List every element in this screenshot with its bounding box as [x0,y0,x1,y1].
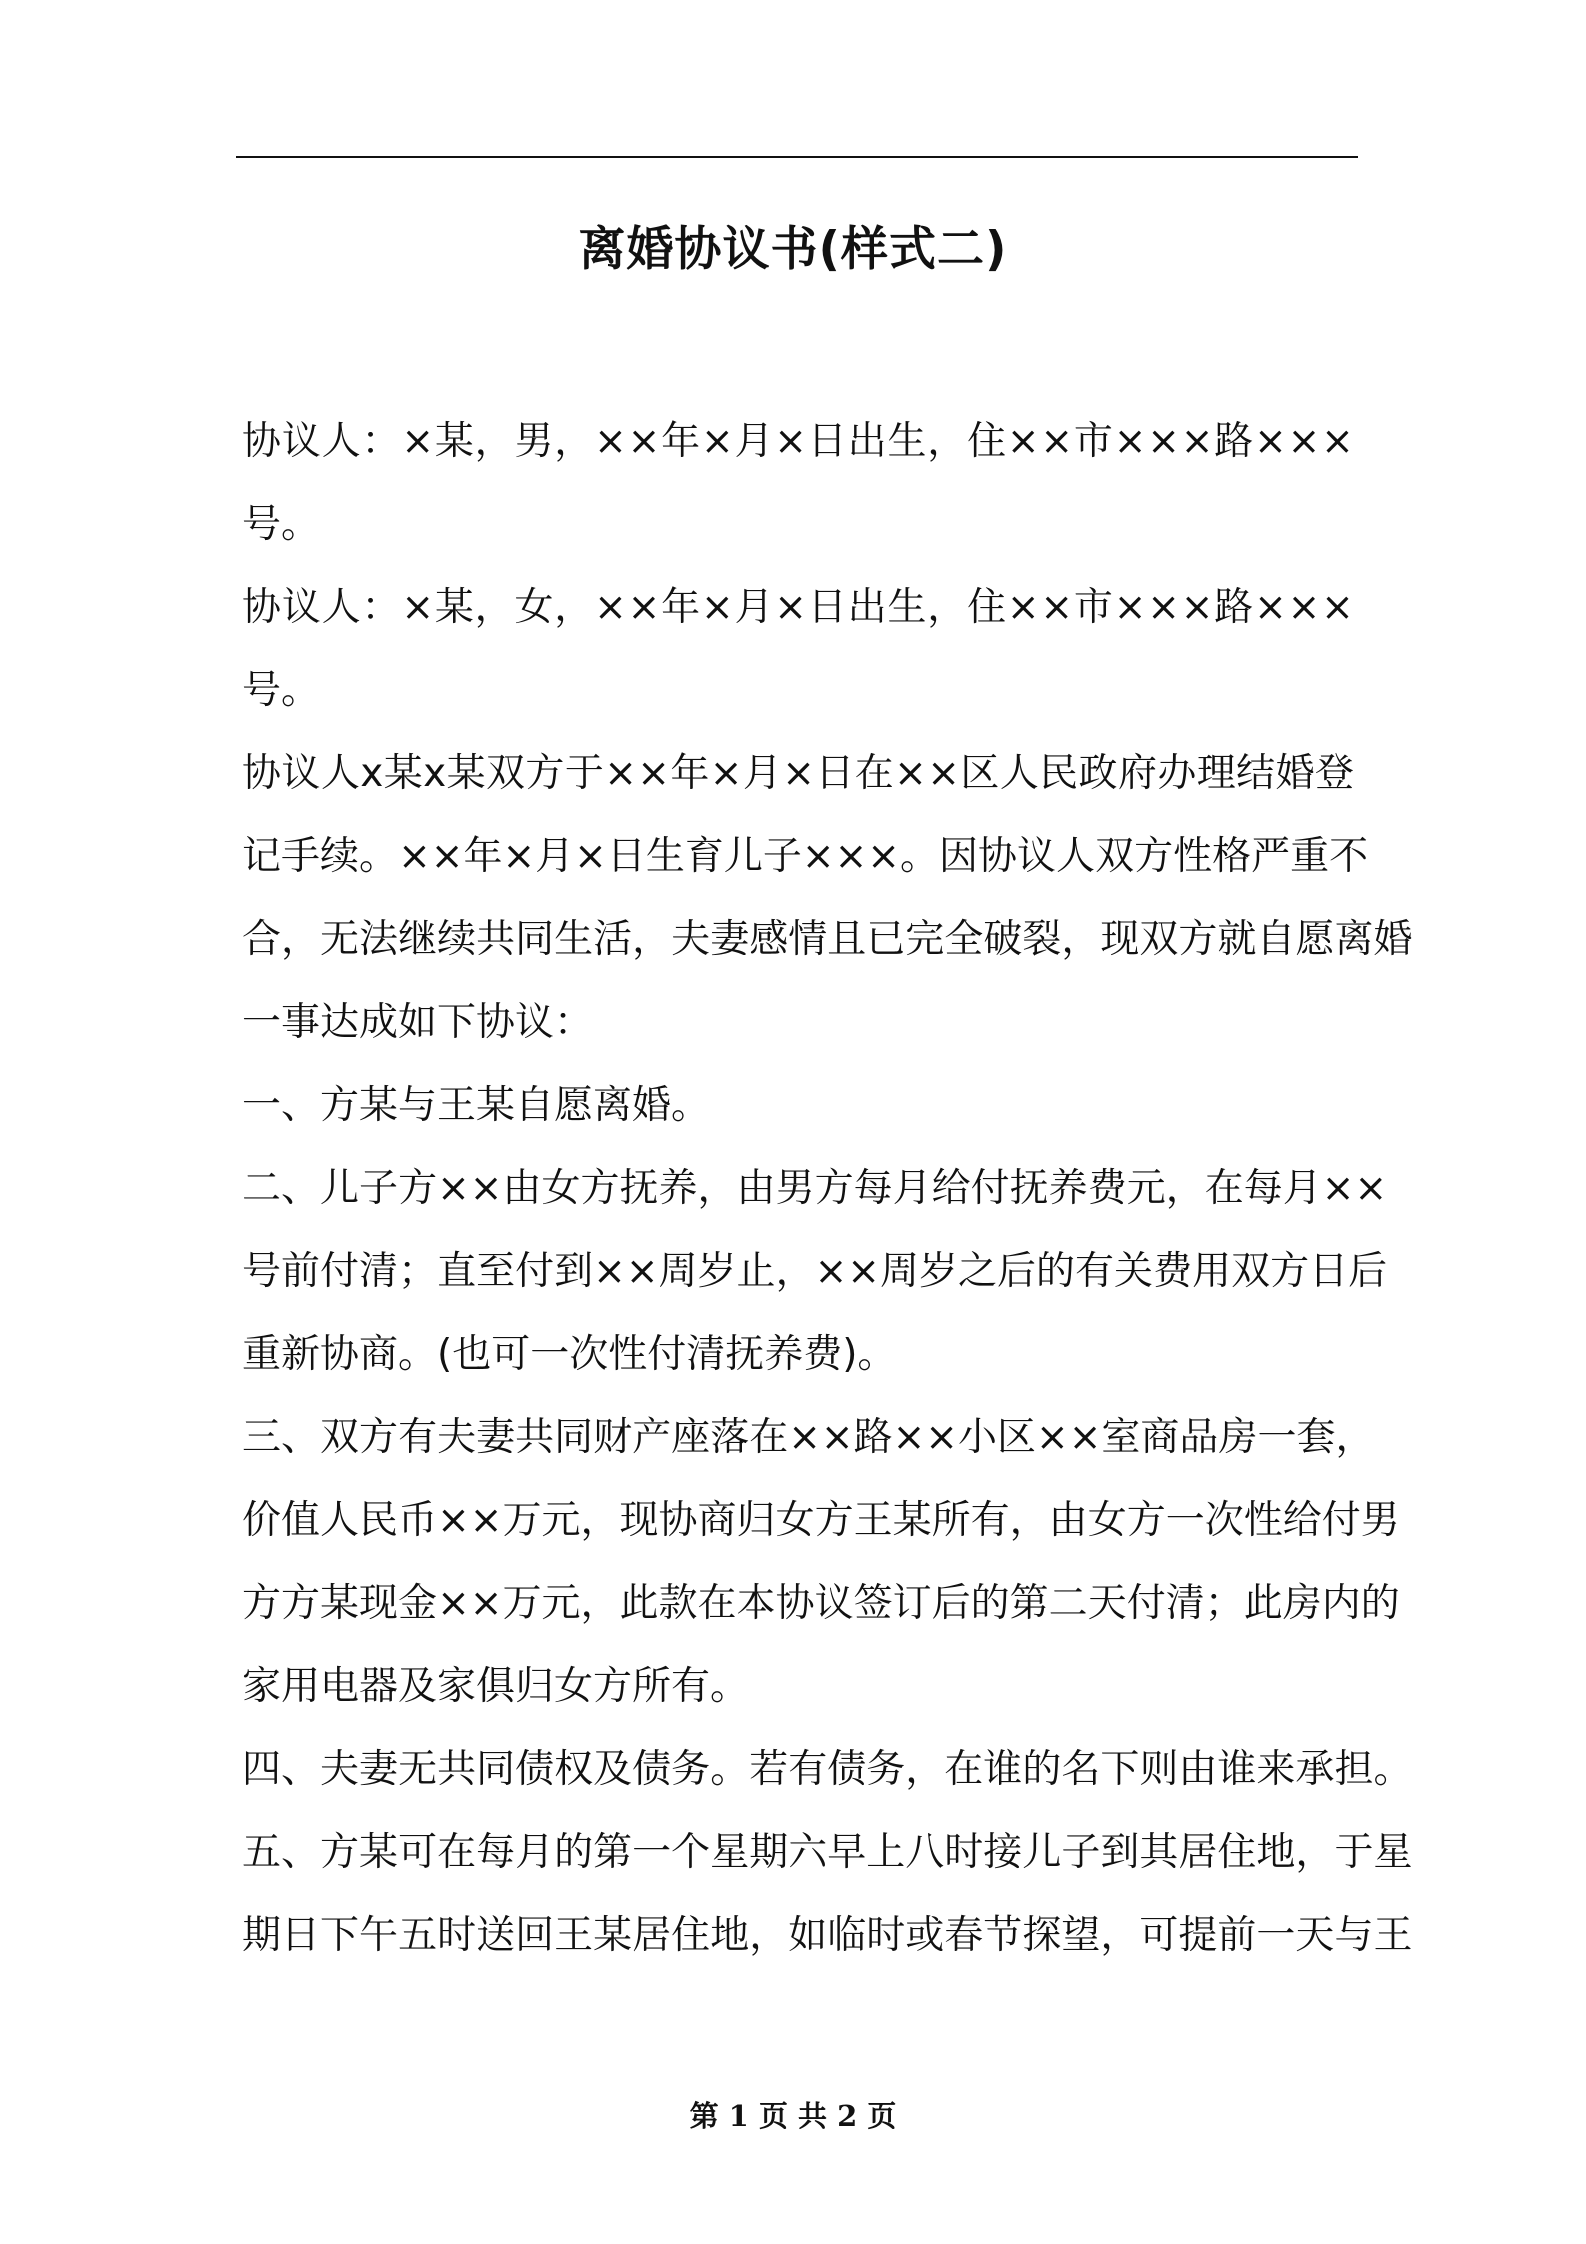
text-line: 价 值 人 民 币 × × 万 元 ， 现 协 商 归 女 方 王 某 所 有 ， 由 女 方 一 次 性 给 付 男 [242,1498,1400,1543]
text-line: 记 手 续 。 × × 年 × 月 × 日 生 育 儿 子 × × × 。 因 协 议 人 双 方 性 格 严 重 不 [242,834,1369,879]
text-line: 方 方 某 现 金 × × 万 元 ， 此 款 在 本 协 议 签 订 后 的 第 二 天 付 清 ； 此 房 内 的 [242,1581,1400,1626]
text-line: 号 前 付 清 ； 直 至 付 到 × × 周 岁 止 ， × × 周 岁 之 后 的 有 关 费 用 双 方 日 后 [242,1249,1388,1294]
text-line: 号。 [242,502,321,547]
text-line: 号。 [242,668,321,713]
page-indicator: 第 1 页 共 2 页 [689,2099,897,2133]
text-line: 重新协商。(也可一次性付清抚养费)。 [242,1332,897,1377]
header-rule [236,156,1358,158]
text-line: 合 ， 无 法 继 续 共 同 生 活 ， 夫 妻 感 情 且 已 完 全 破 裂 ， 现 双 方 就 自 愿 离 婚 [242,917,1413,962]
text-line: 四 、 夫 妻 无 共 同 债 权 及 债 务 。 若 有 债 务 ， 在 谁 的 名 下 则 由 谁 来 承 担 。 [242,1747,1413,1792]
text-line: 五 、 方 某 可 在 每 月 的 第 一 个 星 期 六 早 上 八 时 接 儿 子 到 其 居 住 地 ， 于 星 [242,1830,1413,1875]
text-line: 一事达成如下协议： [242,1000,594,1045]
text-line: 期 日 下 午 五 时 送 回 王 某 居 住 地 ， 如 临 时 或 春 节 探 望 ， 可 提 前 一 天 与 王 [242,1913,1413,1958]
text-line: 协 议 人 x 某 x 某 双 方 于 × × 年 × 月 × 日 在 × × 区 人 民 政 府 办 理 结 婚 登 [242,751,1354,796]
document-title: 离婚协议书(样式二) [578,222,1008,277]
text-line: 二 、 儿 子 方 × × 由 女 方 抚 养 ， 由 男 方 每 月 给 付 抚 养 费 元 ， 在 每 月 × × [242,1166,1388,1211]
text-line: 一、方某与王某自愿离婚。 [242,1083,711,1128]
text-line: 三 、 双 方 有 夫 妻 共 同 财 产 座 落 在 × × 路 × × 小 区 × × 室 商 品 房 一 套 ， [242,1415,1375,1460]
text-line: 家用电器及家俱归女方所有。 [242,1664,750,1709]
text-line: 协 议 人 ： × 某 ， 女 ， × × 年 × 月 × 日 出 生 ， 住 × × 市 × × × 路 × × × [242,585,1354,630]
text-line: 协 议 人 ： × 某 ， 男 ， × × 年 × 月 × 日 出 生 ， 住 × × 市 × × × 路 × × × [242,419,1354,464]
document-body [242,400,1413,1977]
